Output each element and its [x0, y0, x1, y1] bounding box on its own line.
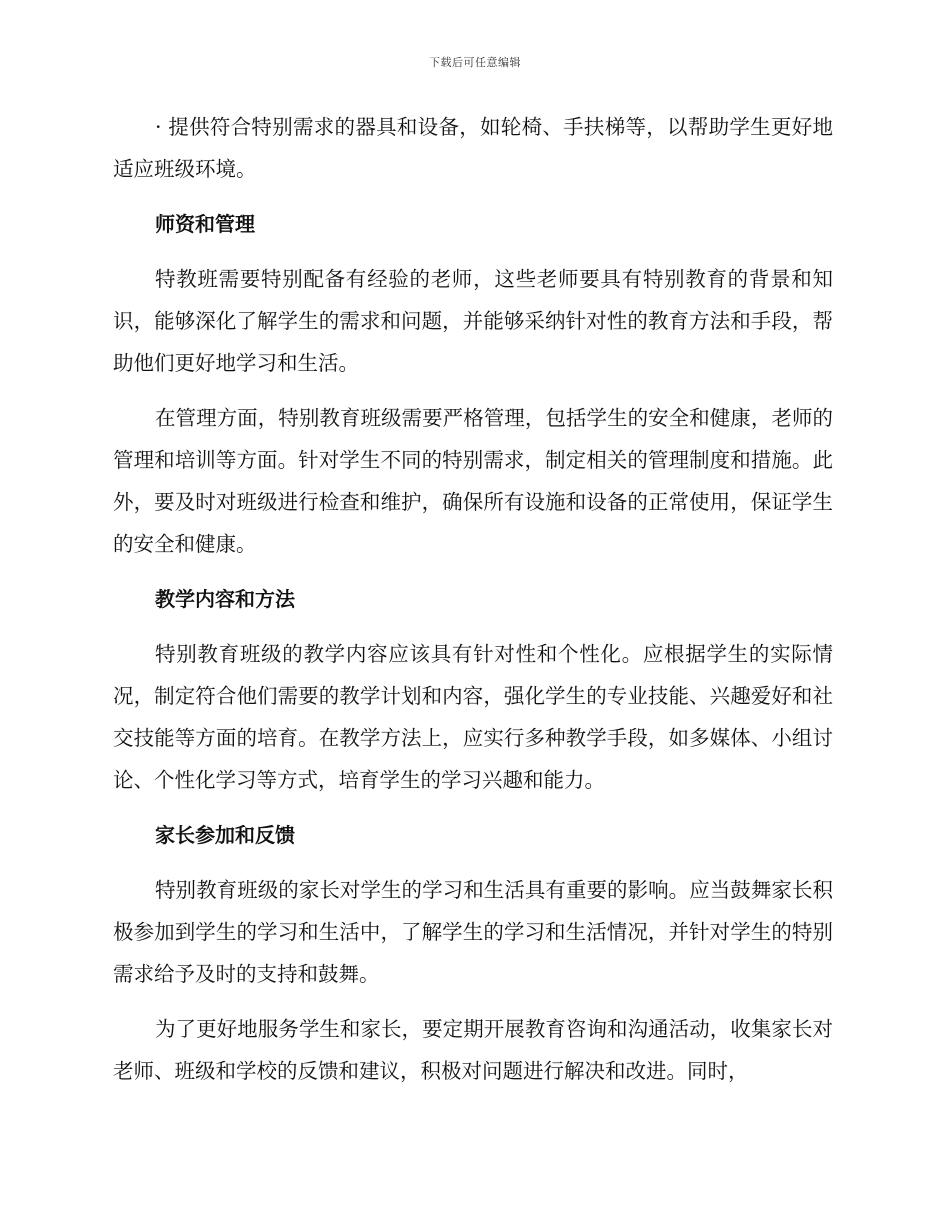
- paragraph-teachers: 特教班需要特别配备有经验的老师，这些老师要具有特别教育的背景和知识，能够深化了解学生的需求和问题，并能够采纳针对性的教育方法和手段，帮助他们更好地学习和生活。: [113, 267, 833, 375]
- section-heading-teachers-management: 师资和管理: [155, 212, 255, 236]
- paragraph-parent-communication: 为了更好地服务学生和家长，要定期开展教育咨询和沟通活动，收集家长对老师、班级和学校的反馈和建议，积极对问题进行解决和改进。同时，: [113, 1017, 833, 1083]
- paragraph-teaching-content: 特别教育班级的教学内容应该具有针对性和个性化。应根据学生的实际情况，制定符合他们需要的教学计划和内容，强化学生的专业技能、兴趣爱好和社交技能等方面的培育。在教学方法上，应实行多种教学手段，如多媒体、小组讨论、个性化学习等方式，培育学生的学习兴趣和能力。: [113, 642, 833, 792]
- page-header: 下载后可任意编辑: [429, 56, 521, 69]
- section-heading-parent-feedback: 家长参加和反馈: [155, 823, 295, 847]
- paragraph-management: 在管理方面，特别教育班级需要严格管理，包括学生的安全和健康，老师的管理和培训等方面。针对学生不同的特别需求，制定相关的管理制度和措施。此外，要及时对班级进行检查和维护，确保所有设施和设备的正常使用，保证学生的安全和健康。: [113, 406, 833, 556]
- document-body: [113, 106, 833, 1105]
- section-heading-teaching-content: 教学内容和方法: [155, 587, 295, 611]
- bullet-paragraph-equipment: · 提供符合特别需求的器具和设备，如轮椅、手扶梯等，以帮助学生更好地适应班级环境。: [113, 115, 833, 181]
- paragraph-parent-influence: 特别教育班级的家长对学生的学习和生活具有重要的影响。应当鼓舞家长积极参加到学生的学习和生活中，了解学生的学习和生活情况，并针对学生的特别需求给予及时的支持和鼓舞。: [113, 878, 833, 986]
